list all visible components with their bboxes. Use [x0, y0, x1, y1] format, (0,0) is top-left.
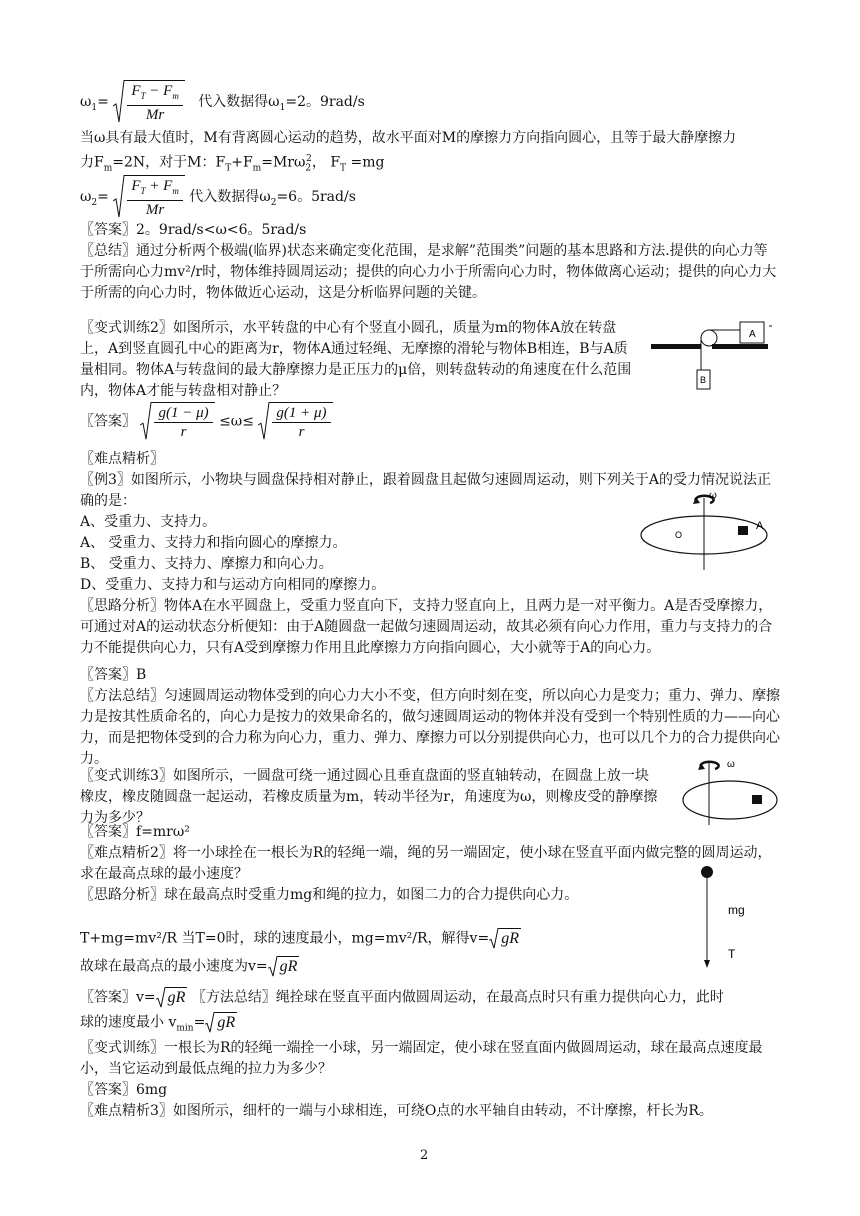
- radical-icon: [140, 402, 152, 441]
- sqrt-gr-4: [205, 1012, 237, 1033]
- para-max2-e: ， F: [311, 154, 341, 171]
- answer2-num1: g(1 − μ): [154, 404, 212, 423]
- para-max2-sub2: T: [225, 163, 232, 174]
- block-a-icon: [738, 526, 748, 535]
- variant-2: 〖变式训练2〗如图所示，水平转盘的中心有个竖直小圆孔，质量为m的物体A放在转盘上，A到竖直圆孔中心的距离为r，物体A通过轻绳、无摩擦的滑轮与物体B相连，B与A质量相同。物体A与转盘间的最大静摩擦力是正压力的μ倍，则转盘转动的角速度在什么范围内，物体A才能与转盘相对静止？: [80, 320, 632, 399]
- answer-5-cont: [80, 1012, 237, 1039]
- turntable-right-bar: [712, 344, 768, 349]
- para-max2-sup: 2: [306, 154, 312, 164]
- sqrt-gr-text-3: gR: [167, 989, 186, 1006]
- answer5-c: 球的速度最小 v: [80, 1014, 177, 1031]
- answer-5: [80, 987, 724, 1009]
- frac1-minus: − F: [145, 83, 173, 99]
- answer-4: 〖答案〗f=mrω²: [80, 824, 190, 840]
- frac2-num: F: [131, 178, 141, 194]
- sqrt-gr-1: [489, 928, 521, 949]
- omega-label-2: ω: [727, 759, 735, 770]
- omega1-value: =2。9rad/s: [285, 94, 365, 110]
- omega2-symbol: ω: [80, 189, 92, 205]
- answer2-num2: g(1 + μ): [272, 404, 330, 423]
- min-speed-line: [80, 956, 299, 978]
- option-b: A、 受重力、支持力和指向圆心的摩擦力。: [80, 535, 347, 551]
- para-max2-d: =Mrω: [261, 154, 306, 171]
- method-3: 〖方法总结〗匀速圆周运动物体受到的向心力大小不变，但方向时刻在变，所以向心力是变力；重力、弹力、摩擦力是按其性质命名的，向心力是按力的效果命名的，做匀速圆周运动的物体并没有受到一个特别性质的力——向心力，而是把物体受到的合力称为向心力，重力、弹力、摩擦力可以分别提供向心力，也可以几个力的合力提供向心力。: [80, 688, 780, 767]
- radical-icon: [268, 956, 278, 977]
- hard-3: 〖难点精析3〗如图所示，细杆的一端与小球相连，可绕O点的水平轴自由转动，不计摩擦，杆长为R。: [80, 1103, 713, 1119]
- omega1-eq: =: [97, 94, 109, 110]
- turntable-left-bar: [651, 344, 701, 349]
- disc-figure-1: [630, 488, 780, 570]
- answer5-sub: min: [176, 1023, 194, 1034]
- radical-icon: [156, 987, 166, 1008]
- center-o-label: O: [675, 530, 683, 540]
- frac2-sub-t: T: [140, 186, 146, 196]
- omega1-formula: [80, 80, 365, 124]
- eq-line-text: T+mg=mv²/R 当T=0时，球的速度最小，mg=mv²/R，解得v=: [80, 930, 490, 947]
- omega2-formula: [80, 175, 356, 219]
- omega1-result-sub: 1: [279, 102, 286, 113]
- page-number: 2: [420, 1148, 429, 1163]
- frac1-sub-m: m: [172, 91, 179, 101]
- pulley-figure: [648, 318, 773, 393]
- answer2-label: 〖答案〗: [80, 413, 136, 430]
- hard-2: 〖难点精析2〗将一小球拴在一根长为R的轻绳一端，绳的另一端固定，使小球在竖直平面内做完整的圆周运动，求在最高点球的最小速度？: [80, 845, 772, 882]
- variant-3: 〖变式训练3〗如图所示，一圆盘可绕一通过圆心且垂直盘面的竖直轴转动，在圆盘上放一块橡皮，橡皮随圆盘一起运动，若橡皮质量为m，转动半径为r，角速度为ω，则橡皮受的静摩擦力为多少？: [80, 768, 658, 826]
- answer2-den2: r: [298, 424, 305, 440]
- para-max2-sub: m: [103, 163, 113, 174]
- pulley-wheel: [701, 330, 717, 346]
- frac1-den: Mr: [145, 107, 165, 123]
- answer-1: 〖答案〗2。9rad/s<ω<6。5rad/s: [80, 222, 307, 238]
- para-max2-sub3: m: [252, 163, 262, 174]
- eraser-icon: [752, 795, 762, 804]
- radical-icon: [205, 1012, 215, 1033]
- option-c: B、 受重力、支持力、摩擦力和向心力。: [80, 556, 333, 572]
- analysis-3: 〖思路分析〗物体A在水平圆盘上，受重力竖直向下，支持力竖直向上，且两力是一对平衡力。A是否受摩擦力，可通过对A的运动状态分析便知：由于A随圆盘一起做匀速圆周运动，故其必须有向心力作用，重力与支持力的合力不能提供向心力，只有A受到摩擦力作用且此摩擦力方向指向圆心，大小就等于A的向心力。: [80, 598, 773, 656]
- para-max2-sub5: T: [340, 163, 347, 174]
- option-a: A、受重力、支持力。: [80, 514, 217, 530]
- arrowhead-icon: [693, 497, 700, 504]
- omega2-result: 代入数据得ω: [189, 189, 271, 205]
- answer2-den1: r: [180, 424, 187, 440]
- frac1-sub-t: T: [140, 91, 146, 101]
- answer-2: [80, 402, 333, 441]
- omega1-sqrt: [113, 80, 184, 124]
- hard-title: 〖难点精析〗: [80, 451, 164, 467]
- para-max2-a: 力F: [80, 154, 104, 171]
- omega1-result: 代入数据得ω: [198, 94, 280, 110]
- arrowhead-icon: [698, 763, 705, 770]
- para-max2-b: =2N，对于M：F: [112, 154, 226, 171]
- para-max2-sub4: 2: [305, 163, 312, 174]
- radical-icon: [258, 402, 270, 441]
- radical-icon: [113, 80, 125, 124]
- label-b: B: [700, 375, 707, 385]
- omega2-result-sub: 2: [270, 197, 277, 208]
- ball-force-figure: [690, 864, 760, 974]
- summary-1: 〖总结〗通过分析两个极端(临界)状态来确定变化范围，是求解”范围类”问题的基本思路和方法.提供的向心力等于所需向心力mv²/r时，物体维持圆周运动；提供的向心力小于所需向心力时，物体做离心运动；提供的向心力大于所需的向心力时，物体做近心运动，这是分析临界问题的关键。: [80, 243, 777, 301]
- answer2-sqrt-1: [140, 402, 214, 441]
- answer-3: 〖答案〗B: [80, 667, 147, 683]
- mg-label: mg: [728, 903, 745, 917]
- answer5-a: 〖答案〗v=: [80, 989, 156, 1006]
- min-speed-text: 故球在最高点的最小速度为v=: [80, 958, 268, 975]
- radical-icon: [113, 175, 125, 219]
- radical-icon: [489, 928, 499, 949]
- frac2-den: Mr: [145, 202, 165, 218]
- sqrt-gr-3: [156, 987, 188, 1008]
- answer5-d: =: [193, 1014, 206, 1031]
- sqrt-gr-text-2: gR: [279, 958, 298, 975]
- omega2-sqrt: [113, 175, 184, 219]
- arrowhead-icon: [704, 960, 710, 968]
- example-3: 〖例3〗如图所示，小物块与圆盘保持相对静止，跟着圆盘且起做匀速圆周运动，则下列关于A的受力情况说法正确的是：: [80, 472, 772, 509]
- para-max2-c: +F: [231, 154, 253, 171]
- sqrt-gr-text-1: gR: [501, 930, 519, 947]
- omega2-frac: [127, 177, 182, 219]
- frac1-num: F: [131, 83, 141, 99]
- omega2-sub: 2: [91, 197, 98, 208]
- frac2-plus: + F: [145, 178, 173, 194]
- omega1-symbol: ω: [80, 94, 92, 110]
- ball-icon: [701, 866, 713, 878]
- omega1-frac: [127, 82, 182, 124]
- omega-label: ω: [709, 490, 717, 501]
- answer5-b: 〖方法总结〗绳拴球在竖直平面内做圆周运动，在最高点时只有重力提供向心力，此时: [187, 989, 724, 1006]
- analysis-hard2: 〖思路分析〗球在最高点时受重力mg和绳的拉力，如图二力的合力提供向心力。: [80, 887, 579, 903]
- t-label: T: [728, 947, 736, 961]
- answer2-sqrt-2: [258, 402, 332, 441]
- a-label: A: [756, 520, 764, 532]
- sqrt-gr-text-4: gR: [217, 1014, 236, 1031]
- answer2-mid: ≤ω≤: [219, 413, 254, 430]
- label-a: A: [749, 329, 756, 340]
- disc-figure-2: [680, 755, 790, 825]
- disc-ellipse-2: [683, 781, 777, 819]
- frac2-sub-m: m: [172, 186, 179, 196]
- para-max2-f: =mg: [346, 154, 385, 171]
- variant-4: 〖变式训练〗一根长为R的轻绳一端拴一小球，另一端固定，使小球在竖直面内做圆周运动，球在最高点速度最小，当它运动到最低点绳的拉力为多少？: [80, 1040, 763, 1077]
- omega1-sub: 1: [91, 102, 98, 113]
- equation-line: [80, 928, 521, 950]
- omega2-eq: =: [97, 189, 109, 205]
- para-max: 当ω具有最大值时，M有背离圆心运动的趋势，故水平面对M的摩擦力方向指向圆心，且等于最大静摩擦力: [80, 130, 737, 146]
- option-d: D、受重力、支持力和与运动方向相同的摩擦力。: [80, 577, 386, 593]
- answer-6: 〖答案〗6mg: [80, 1082, 168, 1098]
- sqrt-gr-2: [268, 956, 300, 977]
- omega2-value: =6。5rad/s: [276, 189, 356, 205]
